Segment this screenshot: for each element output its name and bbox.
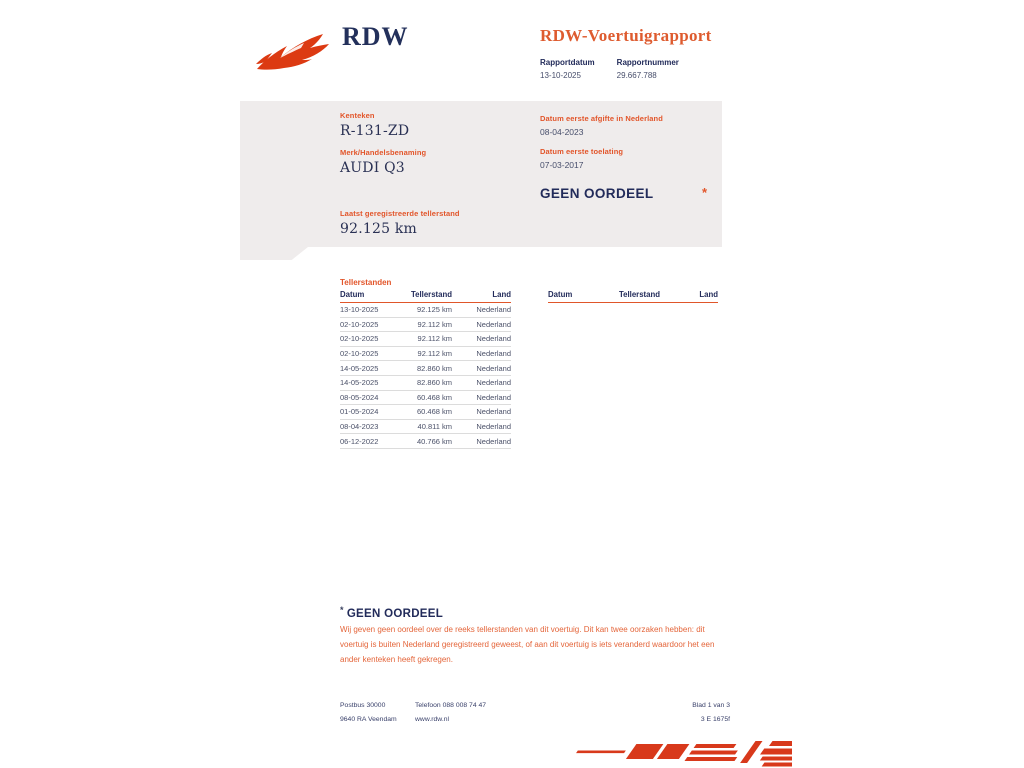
table-cell: 13-10-2025 — [340, 305, 379, 315]
footer-address-line2: 9640 RA Veendam — [340, 716, 397, 723]
report-date-block — [540, 58, 595, 80]
table-row — [340, 303, 511, 318]
toelating-field — [540, 147, 623, 170]
table-cell: 40.811 km — [417, 422, 452, 432]
meter-table-right — [548, 290, 718, 303]
merk-field — [340, 148, 426, 176]
column-header-tellerstand: Tellerstand — [410, 290, 452, 299]
report-date-label: Rapportdatum — [540, 58, 595, 67]
table-cell: 08-05-2024 — [340, 392, 379, 402]
table-cell: 82.860 km — [416, 378, 452, 388]
table-cell: Nederland — [476, 319, 511, 329]
panel-corner-tab — [240, 247, 308, 260]
table-cell: Nederland — [476, 349, 511, 359]
meter-table-right-header — [548, 290, 718, 303]
table-row — [340, 434, 511, 449]
meter-table-left — [340, 290, 511, 449]
column-header-land: Land — [492, 290, 511, 299]
toelating-label: Datum eerste toelating — [540, 147, 624, 156]
stripes-icon — [540, 736, 792, 768]
table-cell: 14-05-2025 — [340, 363, 379, 373]
table-row — [340, 391, 511, 406]
table-cell: 60.468 km — [416, 407, 452, 417]
report-number-label: Rapportnummer — [616, 58, 679, 67]
footer-form-code: 3 E 1675f — [700, 716, 730, 723]
footnote-title — [340, 605, 443, 620]
table-cell: Nederland — [476, 363, 511, 373]
report-date-value: 13-10-2025 — [540, 71, 581, 80]
footer-website-link[interactable]: www.rdw.nl — [415, 716, 449, 723]
table-cell: Nederland — [476, 305, 511, 315]
table-cell: 06-12-2022 — [340, 436, 379, 446]
kenteken-label: Kenteken — [340, 111, 375, 120]
table-row — [340, 361, 511, 376]
rdw-wordmark: RDW — [342, 22, 409, 51]
table-row — [340, 318, 511, 333]
report-number-block — [617, 58, 679, 80]
afgifte-label: Datum eerste afgifte in Nederland — [540, 114, 663, 123]
table-cell: 92.125 km — [416, 305, 452, 315]
table-cell: 08-04-2023 — [340, 422, 379, 432]
verdict-text: GEEN OORDEEL — [540, 186, 654, 201]
tellerstand-field — [340, 209, 460, 237]
table-cell: 02-10-2025 — [340, 349, 379, 359]
table-cell: 92.112 km — [417, 334, 452, 344]
afgifte-value: 08-04-2023 — [540, 127, 584, 137]
table-cell: Nederland — [476, 407, 511, 417]
table-row — [340, 347, 511, 362]
column-header-tellerstand: Tellerstand — [618, 290, 660, 299]
merk-label: Merk/Handelsbenaming — [340, 148, 427, 157]
table-cell: 14-05-2025 — [340, 378, 379, 388]
table-row — [340, 405, 511, 420]
footer-page-number: Blad 1 van 3 — [692, 702, 730, 709]
table-cell: Nederland — [476, 392, 511, 402]
rdw-logo — [254, 22, 409, 72]
merk-value: AUDI Q3 — [340, 160, 405, 176]
verdict-asterisk: * — [702, 185, 708, 200]
footnote-body: Wij geven geen oordeel over de reeks tellerstanden van dit voertuig. Dit kan twee oorzaken hebben: dit voertuig is buiten Nederland geregistreerd geweest, of aan dit voertuig is iets veranderd waardoor het een ander kenteken heeft gekregen. — [340, 625, 715, 664]
meter-table-left-header — [340, 290, 511, 303]
footnote-title-text: GEEN OORDEEL — [346, 608, 444, 620]
afgifte-field — [540, 114, 663, 137]
table-cell: 92.112 km — [417, 319, 452, 329]
rdw-stripes-graphic — [540, 736, 792, 768]
table-cell: 02-10-2025 — [340, 334, 379, 344]
table-cell: 92.112 km — [417, 349, 452, 359]
toelating-value: 07-03-2017 — [540, 160, 584, 170]
table-row — [340, 420, 511, 435]
column-header-land: Land — [699, 290, 718, 299]
table-cell: 82.860 km — [416, 363, 452, 373]
report-number-value: 29.667.788 — [616, 71, 657, 80]
table-row — [340, 376, 511, 391]
table-cell: 01-05-2024 — [340, 407, 379, 417]
table-cell: Nederland — [476, 422, 511, 432]
meter-table-left-body — [340, 303, 511, 449]
report-meta — [540, 58, 679, 80]
table-cell: Nederland — [476, 436, 511, 446]
kenteken-value: R-131-ZD — [340, 123, 410, 139]
table-cell: 60.468 km — [416, 392, 452, 402]
table-row — [340, 332, 511, 347]
tellerstand-label: Laatst geregistreerde tellerstand — [340, 209, 460, 218]
kenteken-field — [340, 111, 409, 139]
meter-section-title: Tellerstanden — [340, 278, 392, 287]
rdw-bird-icon — [254, 22, 332, 72]
table-cell: Nederland — [476, 334, 511, 344]
table-cell: Nederland — [476, 378, 511, 388]
column-header-datum: Datum — [548, 290, 573, 299]
table-cell: 02-10-2025 — [340, 319, 379, 329]
page-footer — [340, 702, 730, 730]
footer-phone: Telefoon 088 008 74 47 — [415, 702, 487, 709]
document-title: RDW-Voertuigrapport — [540, 26, 712, 45]
footer-address-line1: Postbus 30000 — [340, 702, 386, 709]
table-cell: 40.766 km — [416, 436, 452, 446]
tellerstand-value: 92.125 km — [340, 221, 417, 237]
footnote-asterisk: * — [340, 605, 344, 615]
column-header-datum: Datum — [340, 290, 365, 299]
